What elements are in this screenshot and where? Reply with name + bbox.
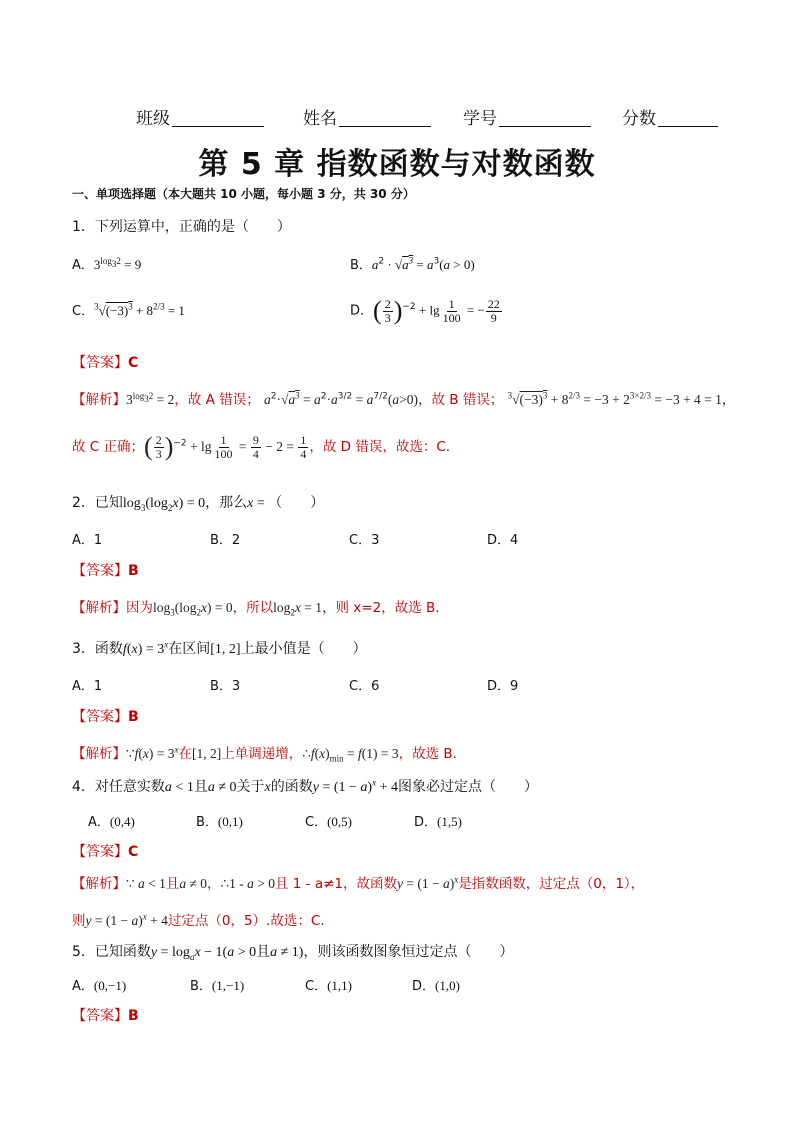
class-field — [136, 104, 264, 129]
score-blank — [658, 109, 718, 127]
question-1-analysis-line-1: 【解析】$3^{log_32} = 2$，故 A 错误； $a^2\cdot√a^3 = a^2\cdot a^{3/2} = a^{7/2}(a>0)$，故 B 错误； $^3√(-3)^3 + 8^{2/3} = -3 + 2^{3\times 2/3} = -3 + 4 = 1$， — [72, 390, 736, 408]
question-1-option-d: D．( $\frac{2}{3}$ )$^{-2}$ + lg $\frac{1}{100}$ = − $\frac{22}{9}$ — [350, 296, 500, 325]
question-4-stem: 4．对任意实数a < 1且a ≠ 0关于x的函数$y = (1 - a)^x + 4$图象必过定点（ ） — [72, 777, 538, 795]
question-2-answer: 【答案】B — [72, 563, 139, 579]
question-2-option-c: C．3 — [349, 533, 380, 548]
name-label: 姓名 — [303, 109, 337, 129]
section-heading: 一、单项选择题（本大题共 10 小题，每小题 3 分，共 30 分） — [72, 187, 415, 201]
score-field — [622, 104, 718, 129]
student-id-label: 学号 — [463, 109, 497, 129]
name-field — [303, 104, 431, 129]
question-4-option-a: A．(0,4) — [88, 814, 135, 830]
question-5-stem: 5．已知函数$y = \log_ax - 1(a > 0$且a ≠ 1)，则该函数图象恒过定点（ ） — [72, 944, 514, 962]
question-4-option-c: C．(0,5) — [305, 814, 352, 830]
question-3-analysis: 【解析】∵f(x) = $3^x$在[1, 2]上单调递增，$\therefore f(x)_{min} = f(1) = 3$，故选 B. — [72, 744, 457, 764]
page-title: 第 5 章 指数函数与对数函数 — [198, 147, 596, 182]
question-3-option-c: C．6 — [349, 679, 380, 694]
question-5-option-b: B．(1,−1) — [190, 978, 245, 994]
question-4-analysis-line-1: 【解析】∵ a < 1且a ≠ 0，∴1 - a > 0且 1 - a≠1，故函数$y = (1 - a)^x$是指数函数，过定点（0，1）， — [72, 874, 645, 892]
question-1-analysis-line-2: 故 C 正确；( $\frac{2}{3}$ )$^{-2}$ + lg $\frac{1}{100}$ = $\frac{9}{4}$ − 2 = $\frac{1}{4}$ ，故 D 错误，故选：C. — [72, 432, 451, 461]
question-3-answer: 【答案】B — [72, 709, 139, 725]
student-id-field — [463, 104, 591, 129]
question-1-stem: 1．下列运算中，正确的是（ ） — [72, 219, 291, 235]
class-label: 班级 — [136, 109, 170, 129]
question-5-option-a: A．(0,−1) — [72, 978, 127, 994]
score-label: 分数 — [622, 109, 656, 129]
name-blank — [339, 109, 431, 127]
question-1-answer: 【答案】C — [72, 355, 139, 371]
question-1-option-c: C．$^3√(-3)^3 + 8^{2/3} = 1$ — [72, 301, 185, 319]
question-2-option-d: D．4 — [487, 533, 519, 548]
question-5-option-c: C．(1,1) — [305, 978, 352, 994]
question-3-option-a: A．1 — [72, 679, 103, 694]
student-id-blank — [499, 109, 591, 127]
question-3-option-d: D．9 — [487, 679, 519, 694]
question-5-answer: 【答案】B — [72, 1008, 139, 1024]
question-2-stem: 2．已知$\log_3(\log_2x) = 0$，那么x = （ ） — [72, 495, 325, 513]
question-1-option-b: B．$a^2 \cdot √a^3 = a^3(a > 0)$ — [350, 255, 475, 273]
question-4-option-d: D．(1,5) — [414, 814, 462, 830]
question-2-option-a: A．1 — [72, 533, 103, 548]
question-1-option-a: A．$3^{log_32} = 9$ — [72, 255, 142, 273]
question-4-answer: 【答案】C — [72, 844, 139, 860]
class-blank — [172, 109, 264, 127]
question-2-analysis: 【解析】因为$\log_3(\log_2x) = 0$，所以$\log_2x = 1$，则 x=2，故选 B. — [72, 600, 440, 618]
question-5-option-d: D．(1,0) — [412, 978, 460, 994]
question-3-option-b: B．3 — [210, 679, 241, 694]
question-3-stem: 3．函数$f(x) = 3^x$在区间[1, 2]上最小值是（ ） — [72, 639, 367, 657]
question-4-option-b: B．(0,1) — [196, 814, 243, 830]
question-2-option-b: B．2 — [210, 533, 241, 548]
question-4-analysis-line-2: 则$y = (1 - a)^x + 4$过定点（0，5）.故选：C. — [72, 911, 325, 929]
